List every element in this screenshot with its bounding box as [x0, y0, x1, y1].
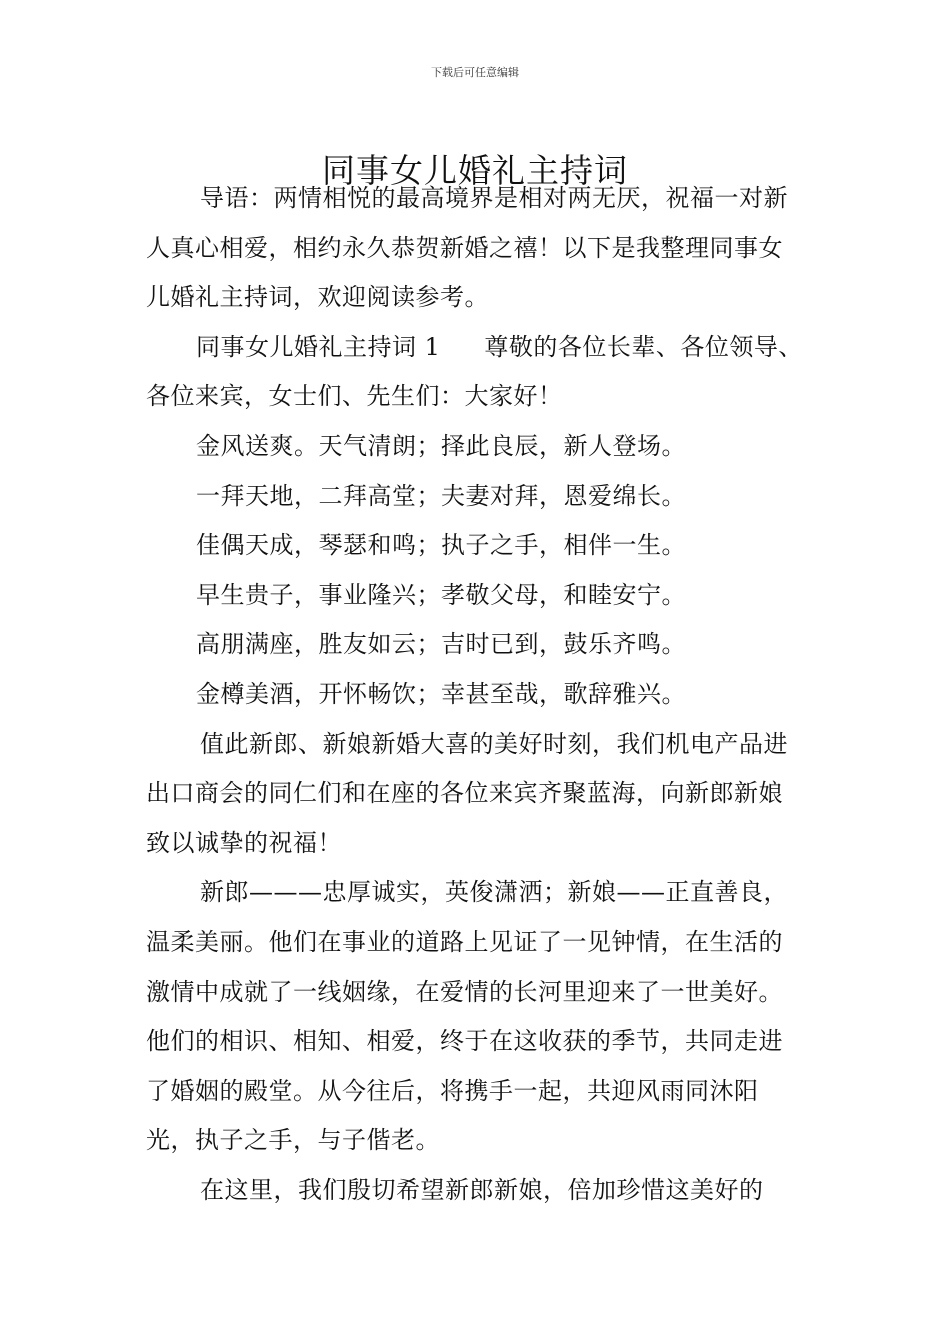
section1-heading: 同事女儿婚礼主持词 1 — [196, 332, 441, 361]
section1-paragraph — [146, 323, 806, 422]
document-body — [146, 174, 806, 1215]
verse-line: 高朋满座，胜友如云；吉时已到，鼓乐齐鸣。 — [196, 630, 686, 659]
intro-paragraph: 导语：两情相悦的最高境界是相对两无厌，祝福一对新人真心相爱，相约永久恭贺新婚之禧！以下是我整理同事女儿婚礼主持词，欢迎阅读参考。 — [146, 184, 788, 312]
page-header-note: 下载后可任意编辑 — [431, 66, 519, 79]
verse-line: 金风送爽。天气清朗；择此良辰，新人登场。 — [196, 431, 686, 460]
verse-line: 一拜天地，二拜高堂；夫妻对拜，恩爱绵长。 — [196, 481, 686, 510]
hope-paragraph: 在这里，我们殷切希望新郎新娘，倍加珍惜这美好的 — [200, 1175, 764, 1204]
section1-opening: 尊敬的各位长辈、各位领导、各位来宾，女士们、先生们：大家好！ — [146, 332, 803, 411]
document-title: 同事女儿婚礼主持词 — [322, 151, 628, 191]
verse-line: 佳偶天成，琴瑟和鸣；执子之手，相伴一生。 — [196, 531, 686, 560]
blessing-paragraph: 值此新郎、新娘新婚大喜的美好时刻，我们机电产品进出口商会的同仁们和在座的各位来宾齐聚蓝海，向新郎新娘致以诚挚的祝福！ — [146, 729, 788, 857]
verse-line: 早生贵子，事业隆兴；孝敬父母，和睦安宁。 — [196, 580, 686, 609]
couple-paragraph: 新郎———忠厚诚实，英俊潇洒；新娘——正直善良，温柔美丽。他们在事业的道路上见证了一见钟情，在生活的激情中成就了一线姻缘，在爱情的长河里迎来了一世美好。他们的相识、相知、相爱，终于在这收获的季节，共同走进了婚姻的殿堂。从今往后，将携手一起，共迎风雨同沐阳光，执子之手，与子偕老。 — [146, 878, 788, 1155]
verse-line: 金樽美酒，开怀畅饮；幸甚至哉，歌辞雅兴。 — [196, 679, 686, 708]
